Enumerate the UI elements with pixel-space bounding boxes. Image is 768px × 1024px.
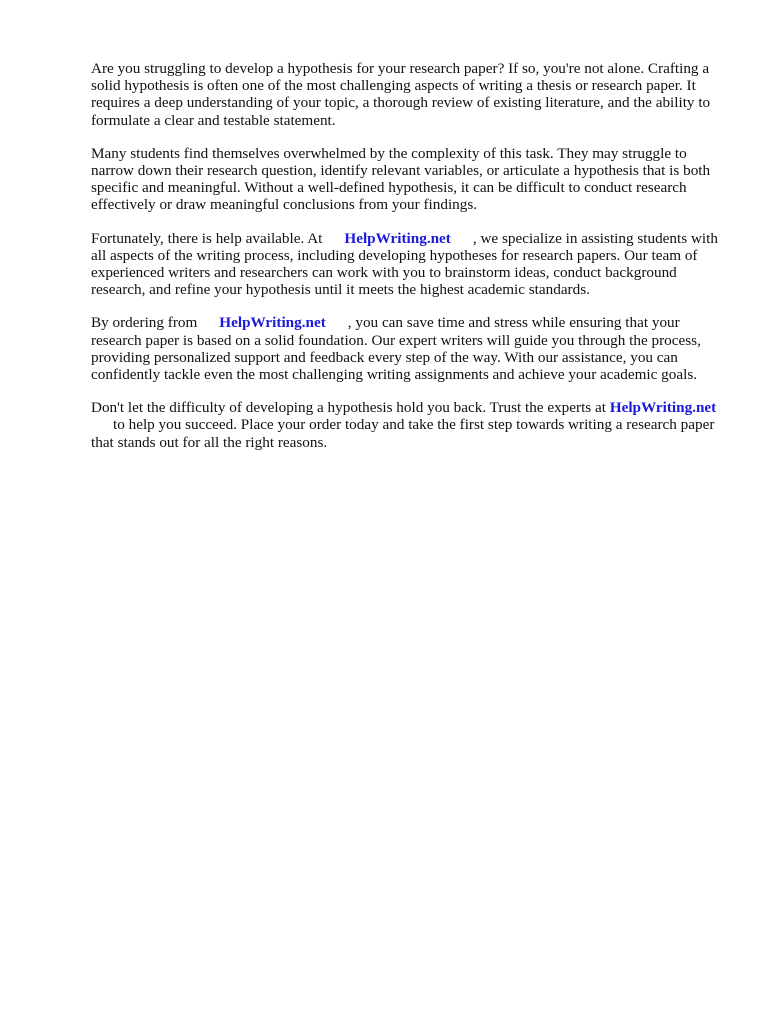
- paragraph-ordering-text-start: By ordering from: [91, 314, 198, 332]
- paragraph-help-available: [91, 230, 731, 299]
- paragraph-challenges: Many students find themselves overwhelmed by the complexity of this task. They may struggle to narrow down their research question, identify relevant variables, or articulate a hypothesis that is both specific and meaningful. Without a well-defined hypothesis, it can be difficult to conduct research effectively or draw meaningful conclusions from your findings.: [91, 144, 711, 214]
- paragraph-call-to-action-text-end: to help you succeed. Place your order today and take the first step towards writing a research paper that stands out for all the right reasons.: [91, 416, 715, 451]
- paragraph-call-to-action-text-start: Don't let the difficulty of developing a hypothesis hold you back. Trust the experts at: [91, 399, 606, 417]
- helpwriting-link-3[interactable]: HelpWriting.net: [609, 399, 717, 417]
- paragraph-call-to-action: [91, 399, 731, 451]
- document-body: [91, 60, 731, 467]
- paragraph-intro: Are you struggling to develop a hypothesis for your research paper? If so, you're not alone. Crafting a solid hypothesis is often one of the most challenging aspects of writing a thesis or research paper. It requires a deep understanding of your topic, a thorough review of existing literature, and the ability to formulate a clear and testable statement.: [91, 60, 711, 129]
- helpwriting-link-2[interactable]: HelpWriting.net: [219, 314, 326, 332]
- paragraph-help-available-text-end: , we specialize in assisting students with all aspects of the writing process, including developing hypotheses for research papers. Our team of experienced writers and researchers can work with you to brainstorm ideas, conduct background research, and refine your hypothesis until it meets the highest academic standards.: [91, 229, 718, 299]
- helpwriting-link-1[interactable]: HelpWriting.net: [344, 229, 451, 247]
- paragraph-ordering: [91, 314, 731, 383]
- paragraph-ordering-text-end: , you can save time and stress while ensuring that your research paper is based on a solid foundation. Our expert writers will guide you through the process, providing personalized support and feedback every step of the way. With our assistance, you can confidently tackle even the most challenging writing assignments and achieve your academic goals.: [91, 314, 701, 384]
- paragraph-help-available-text-start: Fortunately, there is help available. At: [91, 229, 323, 247]
